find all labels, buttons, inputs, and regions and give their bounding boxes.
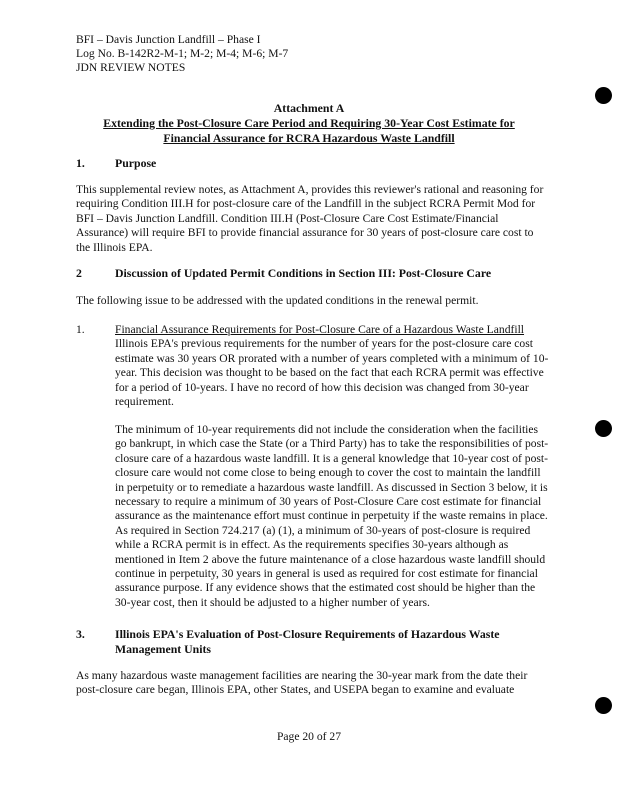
- document-header: [76, 33, 288, 75]
- page-number: Page 20 of 27: [276, 730, 342, 743]
- binder-hole-bottom: [595, 697, 612, 714]
- attachment-subtitle-line1: Extending the Post-Closure Care Period and Requiring 30-Year Cost Estimate for: [103, 116, 515, 130]
- header-line-project: BFI – Davis Junction Landfill – Phase I: [76, 33, 261, 46]
- item-1-title: Financial Assurance Requirements for Post-Closure Care of a Hazardous Waste Landfill: [115, 323, 525, 336]
- section-title: Purpose: [115, 156, 157, 170]
- section-3-paragraph: As many hazardous waste management facilities are nearing the 30-year mark from the date their post-closure care began, Illinois EPA, other States, and USEPA began to examine and evaluate: [76, 669, 528, 697]
- section-2-paragraph: The following issue to be addressed with the updated conditions in the renewal permit.: [76, 294, 479, 307]
- attachment-subtitle-line2: Financial Assurance for RCRA Hazardous Waste Landfill: [163, 131, 455, 145]
- item-1-body: [115, 323, 549, 409]
- section-title: Illinois EPA's Evaluation of Post-Closure Requirements of Hazardous Waste Management Units: [115, 627, 500, 656]
- binder-hole-middle: [595, 420, 612, 437]
- binder-hole-top: [595, 87, 612, 104]
- section-number: 2: [76, 266, 82, 280]
- item-number: 1.: [76, 323, 85, 336]
- section-title: Discussion of Updated Permit Conditions in Section III: Post-Closure Care: [115, 266, 492, 280]
- item-1-paragraph-2: The minimum of 10-year requirements did not include the consideration when the facilities go bankrupt, in which case the State (or a Third Party) has to take the responsibilities of post-closure care of a hazardous waste landfill. It is a general knowledge that 10-year cost of post-closure care would not come close to being enough to cover the cost to maintain the landfill in perpetuity or to remediate a hazardous waste landfill. As discussed in Section 3 below, it is necessary to require a minimum of 30 years of Post-Closure Care cost estimate for financial assurance as the maintenance effort must continue in perpetuity if the waste remains in place. As required in Section 724.217 (a) (1), a minimum of 30-years of post-closure is required while a RCRA permit is in effect. As the requirements specifies 30-years although as mentioned in Item 2 above the future maintenance of a close hazardous waste landfill should continue in perpetuity, 30 years in general is used as required for cost estimate for financial assurance purpose. If any evidence shows that the estimated cost should be higher than the 30-year cost, then it should be adjusted to a higher number of years.: [115, 423, 549, 609]
- header-line-review-notes: JDN REVIEW NOTES: [76, 61, 186, 74]
- section-number: 1.: [76, 156, 85, 170]
- section-number: 3.: [76, 627, 85, 641]
- attachment-title: Attachment A: [273, 101, 345, 115]
- attachment-subtitle: [0, 116, 618, 146]
- section-1-paragraph: This supplemental review notes, as Attachment A, provides this reviewer's rational and reasoning for requiring Condition III.H for post-closure care of the Landfill in the subject RCRA Permit Mod for BFI – Davis Junction Landfill. Condition III.H (Post-Closure Care Cost Estimate/Financial Assurance) will require BFI to provide financial assurance for 30 years of post-closure care cost to the Illinois EPA.: [76, 183, 544, 254]
- item-1-paragraph-1: Illinois EPA's previous requirements for the number of years for the post-closure care cost estimate was 30 years OR prorated with a number of years completed with a minimum of 10-year. This decision was thought to be based on the fact that each RCRA permit was effective for a period of 10-years. I have no record of how this decision was changed from 30-year requirement.: [115, 337, 549, 409]
- header-line-log-number: Log No. B-142R2-M-1; M-2; M-4; M-6; M-7: [76, 47, 289, 60]
